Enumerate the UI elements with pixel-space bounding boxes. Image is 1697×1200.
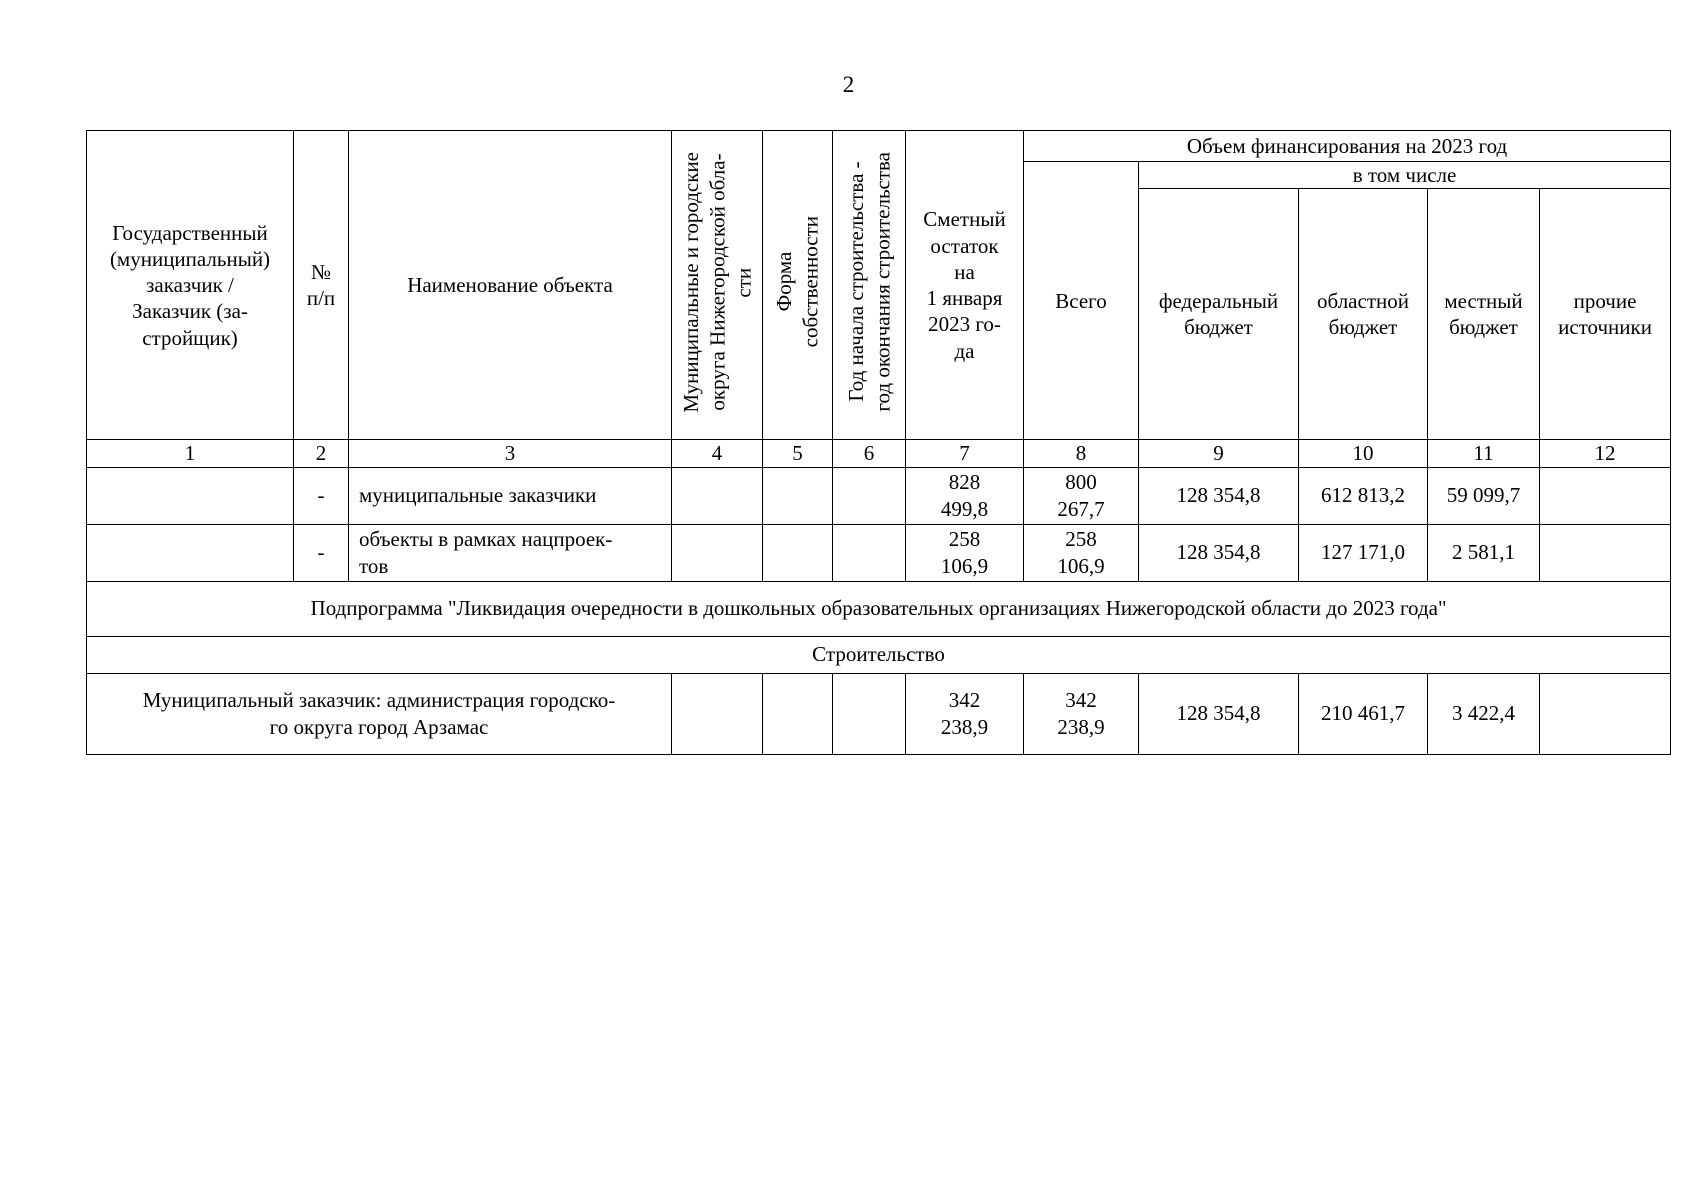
header-municipalities: Муниципальные и городские округа Нижегородской обла- сти bbox=[678, 151, 756, 413]
row-federal: 128 354,8 bbox=[1139, 467, 1299, 524]
column-number: 3 bbox=[349, 440, 672, 467]
column-number: 2 bbox=[294, 440, 349, 467]
row-regional: 612 813,2 bbox=[1299, 467, 1428, 524]
column-number: 6 bbox=[833, 440, 906, 467]
customer-total: 342 238,9 bbox=[1024, 673, 1139, 754]
table-row bbox=[87, 524, 1671, 581]
customer-years bbox=[833, 673, 906, 754]
header-ownership: Форма собственности bbox=[772, 216, 823, 348]
row-estimate: 828 499,8 bbox=[906, 467, 1024, 524]
row-other bbox=[1540, 524, 1671, 581]
section-title: Строительство bbox=[87, 636, 1671, 673]
header-regional: областной бюджет bbox=[1299, 189, 1428, 440]
header-object-name: Наименование объекта bbox=[349, 131, 672, 440]
row-ownership bbox=[763, 467, 833, 524]
customer-name: Муниципальный заказчик: администрация городско- го округа город Арзамас bbox=[87, 673, 672, 754]
header-funding: Объем финансирования на 2023 год bbox=[1024, 131, 1671, 162]
header-other: прочие источники bbox=[1540, 189, 1671, 440]
row-customer-cell bbox=[87, 467, 294, 524]
column-number: 11 bbox=[1428, 440, 1540, 467]
table-row bbox=[87, 467, 1671, 524]
customer-federal: 128 354,8 bbox=[1139, 673, 1299, 754]
column-number: 4 bbox=[672, 440, 763, 467]
row-num: - bbox=[294, 467, 349, 524]
row-ownership bbox=[763, 524, 833, 581]
financing-table bbox=[86, 130, 1671, 755]
row-local: 59 099,7 bbox=[1428, 467, 1540, 524]
header-estimate: Сметный остаток на 1 января 2023 го- да bbox=[906, 131, 1024, 440]
column-number: 7 bbox=[906, 440, 1024, 467]
customer-municipality bbox=[672, 673, 763, 754]
header-including: в том числе bbox=[1139, 162, 1671, 189]
row-regional: 127 171,0 bbox=[1299, 524, 1428, 581]
row-total: 258 106,9 bbox=[1024, 524, 1139, 581]
header-local: местный бюджет bbox=[1428, 189, 1540, 440]
header-total: Всего bbox=[1024, 162, 1139, 440]
row-years bbox=[833, 467, 906, 524]
header-federal: федеральный бюджет bbox=[1139, 189, 1299, 440]
row-municipality bbox=[672, 467, 763, 524]
row-num: - bbox=[294, 524, 349, 581]
column-number: 1 bbox=[87, 440, 294, 467]
row-estimate: 258 106,9 bbox=[906, 524, 1024, 581]
customer-ownership bbox=[763, 673, 833, 754]
header-ownership-cell bbox=[763, 131, 833, 440]
header-years-cell bbox=[833, 131, 906, 440]
header-municipalities-cell bbox=[672, 131, 763, 440]
row-local: 2 581,1 bbox=[1428, 524, 1540, 581]
column-number: 12 bbox=[1540, 440, 1671, 467]
row-years bbox=[833, 524, 906, 581]
column-number: 10 bbox=[1299, 440, 1428, 467]
row-name: муниципальные заказчики bbox=[349, 467, 672, 524]
page-number: 2 bbox=[842, 72, 855, 97]
row-municipality bbox=[672, 524, 763, 581]
customer-regional: 210 461,7 bbox=[1299, 673, 1428, 754]
column-number: 8 bbox=[1024, 440, 1139, 467]
column-number: 5 bbox=[763, 440, 833, 467]
header-years: Год начала строительства - год окончания строительства bbox=[843, 152, 894, 412]
customer-row bbox=[87, 673, 1671, 754]
row-name: объекты в рамках нацпроек- тов bbox=[349, 524, 672, 581]
customer-local: 3 422,4 bbox=[1428, 673, 1540, 754]
customer-estimate: 342 238,9 bbox=[906, 673, 1024, 754]
row-federal: 128 354,8 bbox=[1139, 524, 1299, 581]
row-customer-cell bbox=[87, 524, 294, 581]
row-other bbox=[1540, 467, 1671, 524]
header-num: № п/п bbox=[294, 131, 349, 440]
column-number: 9 bbox=[1139, 440, 1299, 467]
subprogram-title: Подпрограмма "Ликвидация очередности в дошкольных образовательных организациях Нижегородской области до 2023 года" bbox=[87, 581, 1671, 636]
header-customer: Государственный (муниципальный) заказчик / Заказчик (за- стройщик) bbox=[87, 131, 294, 440]
customer-other bbox=[1540, 673, 1671, 754]
row-total: 800 267,7 bbox=[1024, 467, 1139, 524]
